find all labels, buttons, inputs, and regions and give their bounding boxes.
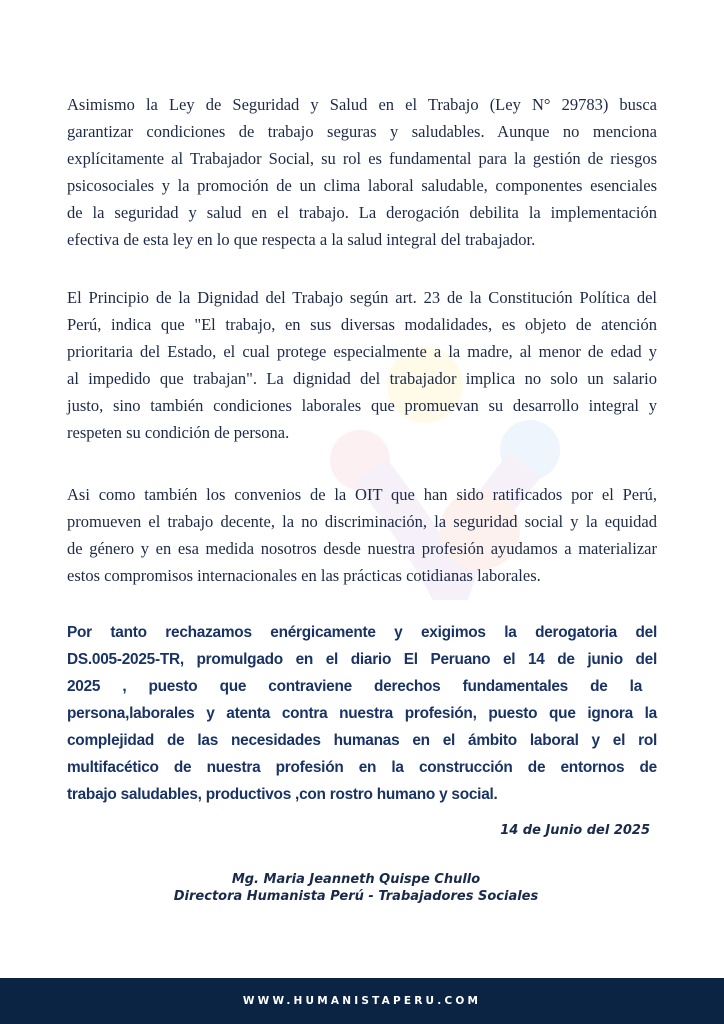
text-line: complejidad de las necesidades humanas en el ámbito laboral y el rol [67,732,657,749]
text-line: justo, sino también condiciones laborales que promuevan su desarrollo integral y [67,396,657,415]
signature-block [0,871,712,905]
text-line: prioritaria del Estado, el cual protege especialmente a la madre, al menor de edad y [67,342,657,361]
footer-bar [0,978,724,1024]
signature-title: Directora Humanista Perú - Trabajadores Sociales [173,889,539,904]
text-line: respeten su condición de persona. [67,423,290,442]
text-line: Asimismo la Ley de Seguridad y Salud en el Trabajo (Ley N° 29783) busca [67,95,657,114]
text-line: multifacético de nuestra profesión en la construcción de entornos de [67,759,657,776]
document-date: 14 de Junio del 2025 [500,823,650,838]
text-line: 2025 , puesto que contraviene derechos fundamentales de la [67,678,642,695]
paragraph-conclusion [67,619,657,808]
text-line: psicosociales y la promoción de un clima laboral saludable, componentes esenciales [67,176,657,195]
text-line: garantizar condiciones de trabajo seguras y saludables. Aunque no menciona [67,122,657,141]
paragraph-oit [67,481,657,589]
document-body [67,0,657,905]
text-line: de la seguridad y salud en el trabajo. La derogación debilita la implementación [67,203,657,222]
text-line: DS.005-2025-TR, promulgado en el diario El Peruano el 14 de junio del [67,651,657,668]
text-line: estos compromisos internacionales en las prácticas cotidianas laborales. [67,566,541,585]
paragraph-dignidad [67,284,657,446]
text-line: al impedido que trabajan". La dignidad del trabajador implica no solo un salario [67,369,657,388]
text-line: explícitamente al Trabajador Social, su rol es fundamental para la gestión de riesgos [67,149,657,168]
text-line: de género y en esa medida nosotros desde nuestra profesión ayudamos a materializar [67,539,657,558]
text-line: Asi como también los convenios de la OIT que han sido ratificados por el Perú, [67,485,657,504]
paragraph-ley-seguridad [67,91,657,253]
text-line: El Principio de la Dignidad del Trabajo según art. 23 de la Constitución Política del [67,288,657,307]
signature-name: Mg. Maria Jeanneth Quispe Chullo [231,872,481,887]
text-line: Perú, indica que "El trabajo, en sus diversas modalidades, es objeto de atención [67,315,657,334]
text-line: trabajo saludables, productivos ,con rostro humano y social. [67,786,498,803]
text-line: persona,laborales y atenta contra nuestra profesión, puesto que ignora la [67,705,657,722]
text-line: Por tanto rechazamos enérgicamente y exigimos la derogatoria del [67,624,657,641]
text-line: promueven el trabajo decente, la no discriminación, la seguridad social y la equidad [67,512,657,531]
text-line: efectiva de esta ley en lo que respecta a la salud integral del trabajador. [67,230,536,249]
footer-website-link[interactable]: WWW.HUMANISTAPERU.COM [242,995,482,1007]
